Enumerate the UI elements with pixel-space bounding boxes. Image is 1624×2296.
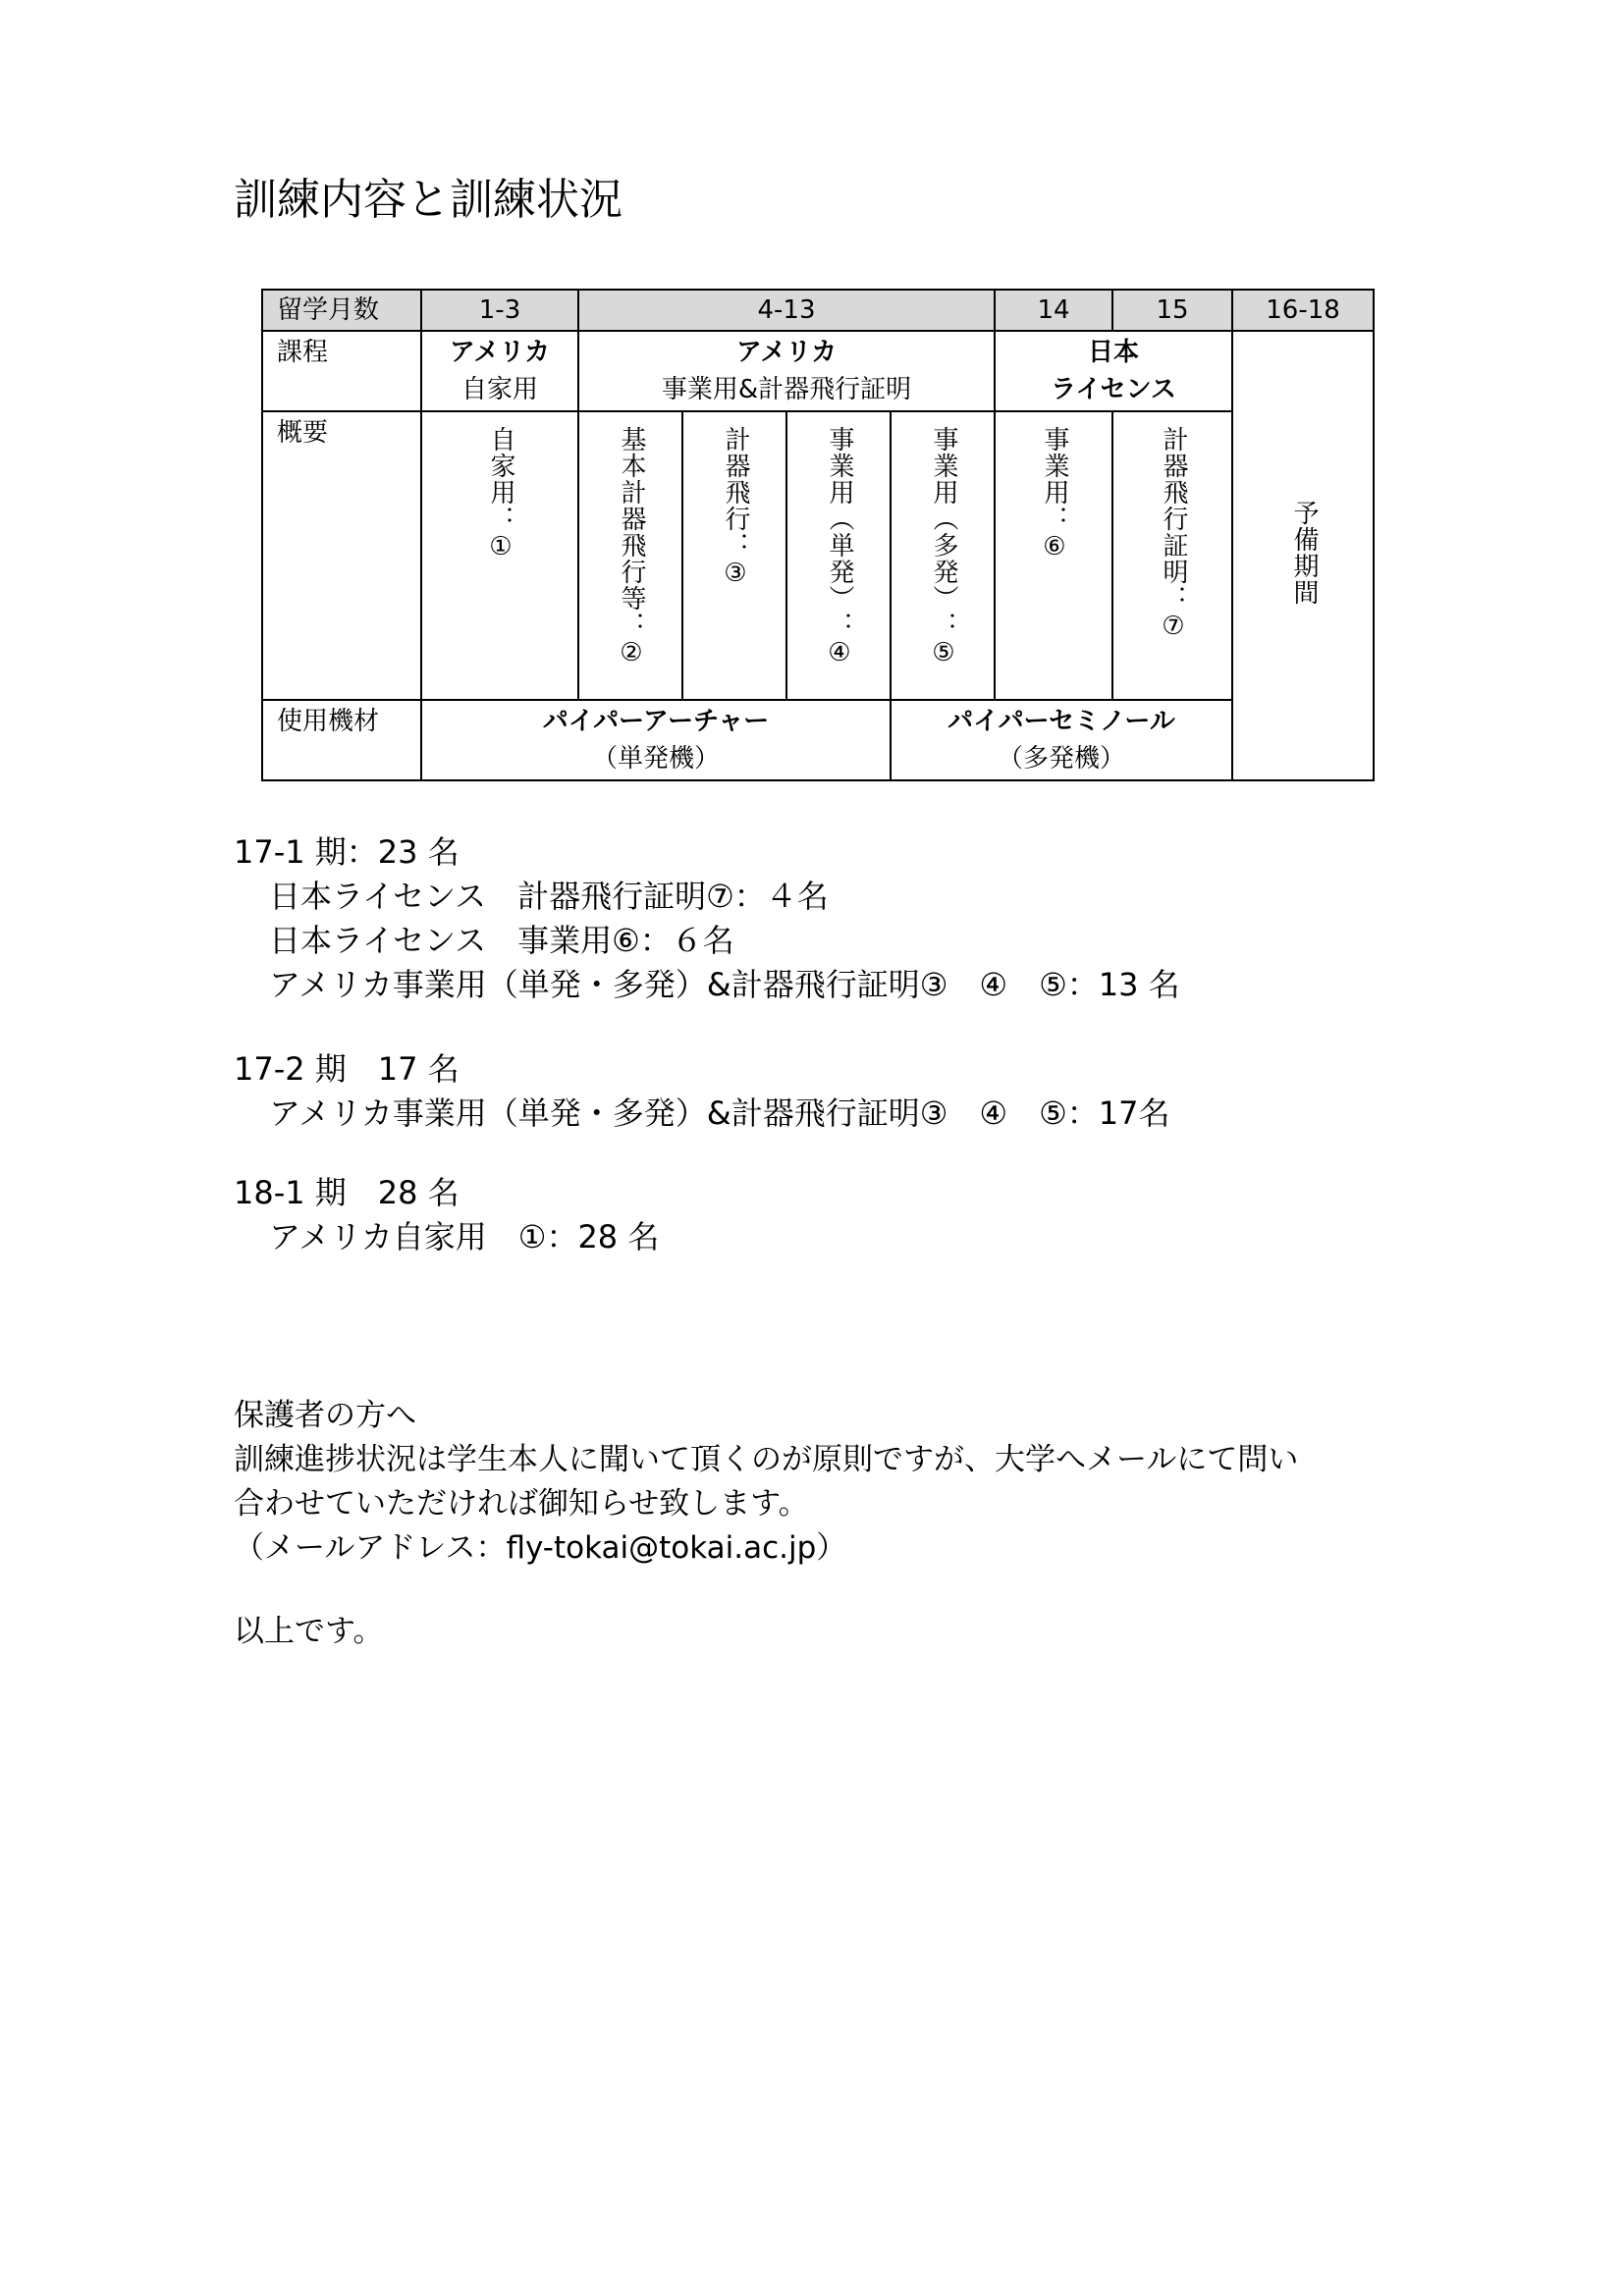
notice-heading: 保護者の方へ [234, 1398, 416, 1433]
overview-6-cell [995, 411, 1112, 700]
overview-1-text: 自家用：① [485, 426, 515, 562]
training-table [261, 289, 1375, 781]
overview-5-cell [891, 411, 995, 700]
header-label: 留学月数 [262, 290, 421, 331]
notice-email: （メールアドレス：fly-tokai@tokai.ac.jp） [234, 1530, 847, 1566]
header-month-14: 14 [995, 290, 1112, 331]
header-months-1-3: 1-3 [421, 290, 578, 331]
course-us-private [421, 331, 578, 411]
status-line: アメリカ事業用（単発・多発）&計器飛行証明③ ④ ⑤：17名 [269, 1095, 1170, 1132]
aircraft-archer-line2: （単発機） [591, 744, 720, 774]
overview-7-cell [1112, 411, 1232, 700]
status-heading: 17-2 期 17 名 [234, 1050, 460, 1088]
overview-7-text: 計器飛行証明：⑦ [1158, 426, 1188, 642]
overview-label: 概要 [262, 411, 421, 700]
aircraft-seminole-line2: （多発機） [998, 744, 1126, 774]
course-row [262, 331, 1374, 411]
overview-3-text: 計器飛行：③ [720, 426, 750, 589]
overview-1-cell [421, 411, 578, 700]
notice-text: 訓練進捗状況は学生本人に聞いて頂くのが原則ですが、大学へメールにて問い [234, 1442, 1299, 1477]
status-block-17-1 [234, 830, 1180, 1007]
reserve-period-cell [1232, 331, 1374, 780]
aircraft-archer-line1: パイパーアーチャー [542, 707, 770, 736]
course-us-commercial [578, 331, 995, 411]
overview-row [262, 411, 1374, 700]
course-japan-license-line1: 日本 [1088, 338, 1140, 367]
overview-2-cell [578, 411, 682, 700]
course-us-private-line1: アメリカ [449, 338, 551, 367]
course-us-commercial-line1: アメリカ [735, 338, 838, 367]
status-line: 日本ライセンス 計器飛行証明⑦：４名 [269, 878, 829, 915]
closing-text: 以上です。 [234, 1614, 384, 1649]
overview-2-text: 基本計器飛行等：② [616, 426, 646, 668]
overview-5-text: 事業用（多発）：⑤ [928, 426, 958, 668]
status-line: アメリカ自家用 ①：28 名 [269, 1218, 660, 1255]
overview-6-text: 事業用：⑥ [1039, 426, 1069, 562]
header-month-15: 15 [1112, 290, 1232, 331]
status-line: 日本ライセンス 事業用⑥：６名 [269, 922, 734, 959]
page-title: 訓練内容と訓練状況 [234, 175, 623, 225]
status-block-17-2 [234, 1047, 1170, 1136]
overview-4-cell [786, 411, 891, 700]
reserve-period-text: 予備期間 [1288, 499, 1319, 606]
header-months-16-18: 16-18 [1232, 290, 1374, 331]
course-japan-license [995, 331, 1232, 411]
aircraft-archer [421, 700, 891, 780]
aircraft-label: 使用機材 [262, 700, 421, 780]
overview-3-cell [682, 411, 786, 700]
status-line: アメリカ事業用（単発・多発）&計器飛行証明③ ④ ⑤：13 名 [269, 966, 1180, 1003]
table-header-row [262, 290, 1374, 331]
course-label: 課程 [262, 331, 421, 411]
notice-text: 合わせていただければ御知らせ致します。 [234, 1486, 809, 1522]
course-us-private-line2: 自家用 [460, 375, 538, 404]
status-heading: 18-1 期 28 名 [234, 1174, 460, 1211]
course-japan-license-line2: ライセンス [1051, 375, 1176, 404]
aircraft-seminole-line1: パイパーセミノール [947, 707, 1175, 736]
status-block-18-1 [234, 1171, 659, 1259]
status-heading: 17-1 期：23 名 [234, 833, 460, 871]
course-us-commercial-line2: 事業用&計器飛行証明 [661, 375, 912, 404]
aircraft-seminole [891, 700, 1232, 780]
guardian-notice [234, 1394, 1298, 1571]
header-months-4-13: 4-13 [578, 290, 995, 331]
aircraft-row [262, 700, 1374, 780]
overview-4-text: 事業用（単発）：④ [824, 426, 854, 668]
